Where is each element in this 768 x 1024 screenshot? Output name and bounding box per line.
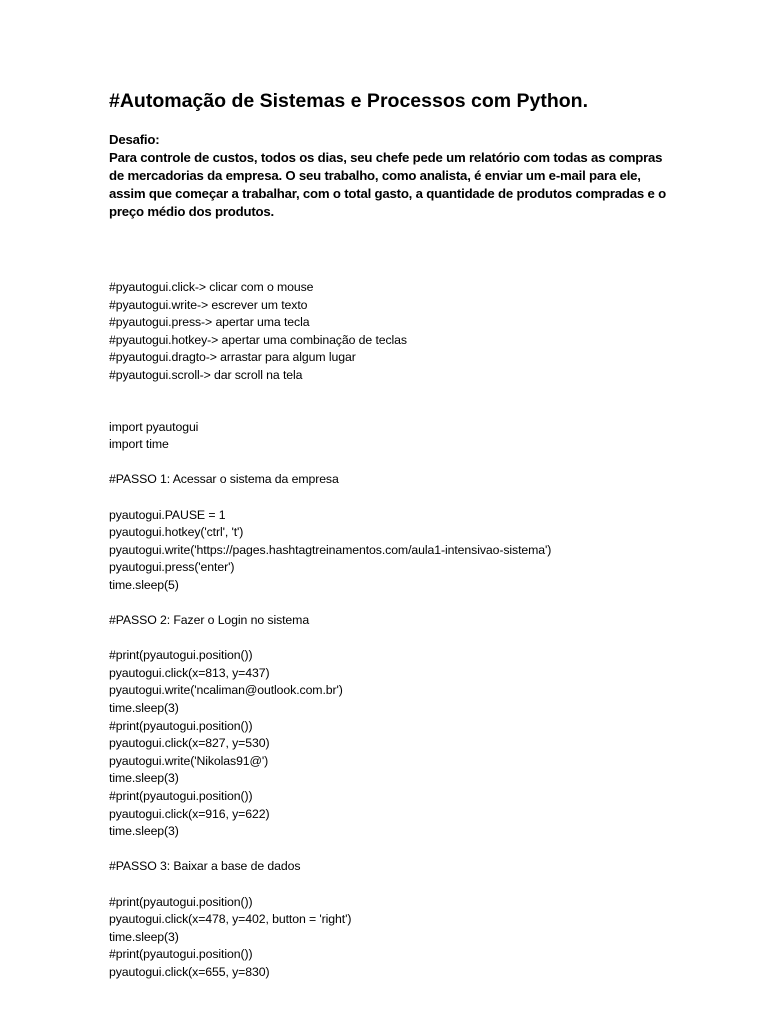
code-line xyxy=(109,876,669,894)
code-line xyxy=(109,841,669,859)
code-line: time.sleep(3) xyxy=(109,824,179,839)
pyautogui-hints xyxy=(109,279,669,385)
code-line: pyautogui.hotkey('ctrl', 't') xyxy=(109,525,244,540)
code-line: pyautogui.click(x=478, y=402, button = 'right') xyxy=(109,912,352,927)
code-line: import pyautogui xyxy=(109,419,199,434)
code-line: time.sleep(5) xyxy=(109,577,179,592)
hint-line: #pyautogui.dragto-> arrastar para algum lugar xyxy=(109,350,356,365)
code-line: pyautogui.press('enter') xyxy=(109,560,235,575)
code-line: time.sleep(3) xyxy=(109,701,179,716)
code-line: pyautogui.write('ncaliman@outlook.com.br') xyxy=(109,683,343,698)
hint-line: #pyautogui.write-> escrever um texto xyxy=(109,297,308,312)
challenge-section xyxy=(109,131,669,221)
code-line xyxy=(109,630,669,648)
code-line: import time xyxy=(109,437,169,452)
hint-line: #pyautogui.scroll-> dar scroll na tela xyxy=(109,367,303,382)
code-line: pyautogui.write('https://pages.hashtagtreinamentos.com/aula1-intensivao-sistema') xyxy=(109,542,552,557)
code-line: pyautogui.click(x=827, y=530) xyxy=(109,736,270,751)
code-line: pyautogui.click(x=655, y=830) xyxy=(109,964,270,979)
code-line: pyautogui.write('Nikolas91@') xyxy=(109,753,269,768)
code-line: pyautogui.click(x=813, y=437) xyxy=(109,665,270,680)
code-line: time.sleep(3) xyxy=(109,929,179,944)
document-title: #Automação de Sistemas e Processos com Python. xyxy=(109,90,589,112)
code-line xyxy=(109,489,669,507)
code-line: pyautogui.PAUSE = 1 xyxy=(109,507,226,522)
code-block xyxy=(109,419,669,982)
code-line: #print(pyautogui.position()) xyxy=(109,789,253,804)
challenge-label: Desafio: xyxy=(109,132,160,147)
code-line: #PASSO 3: Baixar a base de dados xyxy=(109,859,301,874)
code-line: #print(pyautogui.position()) xyxy=(109,894,253,909)
hint-line: #pyautogui.hotkey-> apertar uma combinação de teclas xyxy=(109,332,407,347)
code-line: #print(pyautogui.position()) xyxy=(109,648,253,663)
challenge-text: Para controle de custos, todos os dias, seu chefe pede um relatório com todas as compras de mercadorias da empresa. O seu trabalho, como analista, é enviar um e-mail para ele, assim que começar a trabalhar, com o total gasto, a quantidade de produtos compradas e o preço médio dos produtos. xyxy=(109,150,666,219)
code-line: pyautogui.click(x=916, y=622) xyxy=(109,806,270,821)
code-line: #print(pyautogui.position()) xyxy=(109,947,253,962)
code-line xyxy=(109,454,669,472)
code-line: #print(pyautogui.position()) xyxy=(109,718,253,733)
code-line: #PASSO 1: Acessar o sistema da empresa xyxy=(109,472,339,487)
code-line: #PASSO 2: Fazer o Login no sistema xyxy=(109,613,310,628)
code-line: time.sleep(3) xyxy=(109,771,179,786)
document-page xyxy=(109,88,669,982)
code-line xyxy=(109,595,669,613)
hint-line: #pyautogui.press-> apertar uma tecla xyxy=(109,315,310,330)
hint-line: #pyautogui.click-> clicar com o mouse xyxy=(109,280,314,294)
